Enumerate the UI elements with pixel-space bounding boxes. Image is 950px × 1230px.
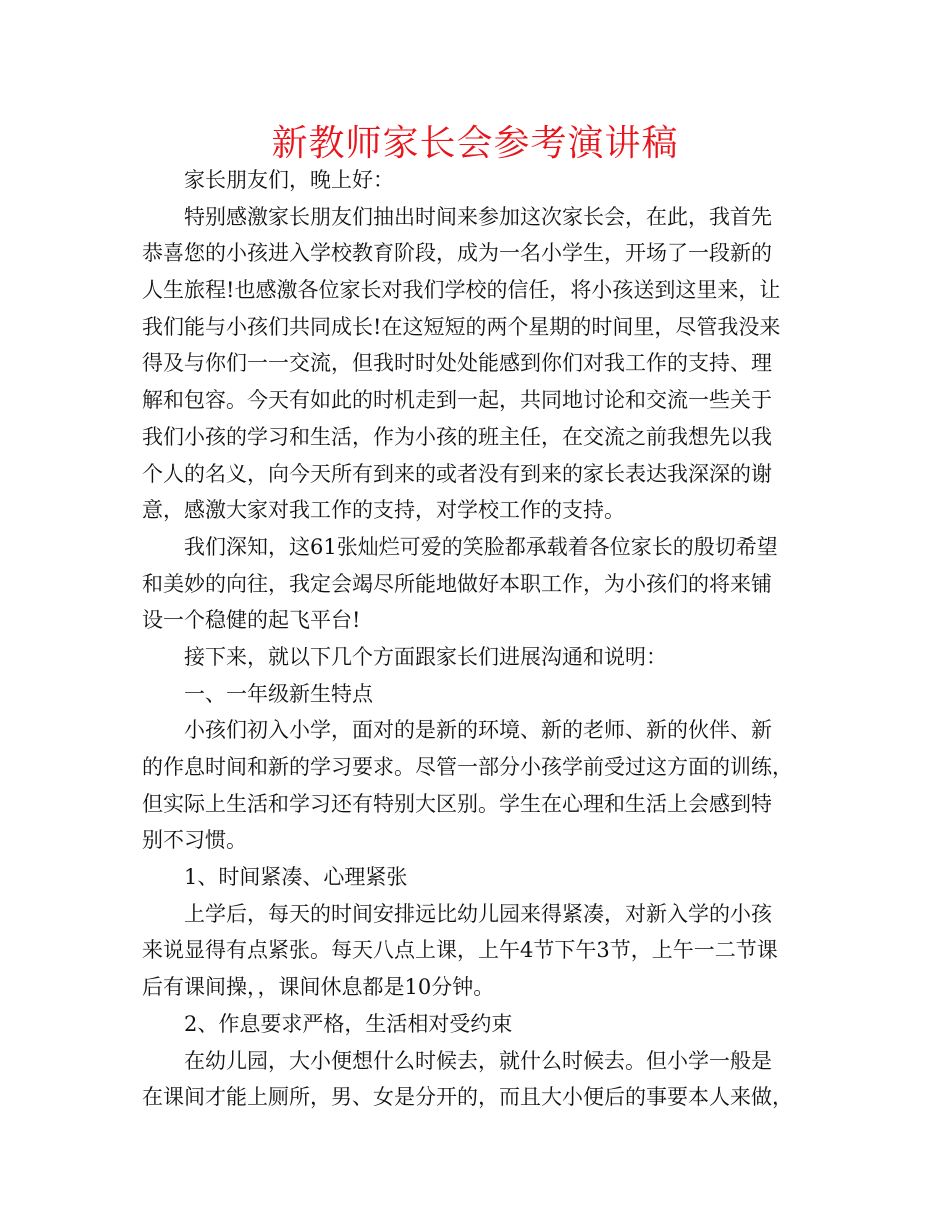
paragraph-line: 小孩们初入小学，面对的是新的环境、新的老师、新的伙伴、新 bbox=[184, 718, 772, 743]
section-heading: 一、一年级新生特点 bbox=[184, 681, 373, 706]
document-title: 新教师家长会参考演讲稿 bbox=[271, 123, 679, 164]
paragraph-line: 接下来，就以下几个方面跟家长们进展沟通和说明： bbox=[184, 644, 667, 669]
paragraph-line: 个人的名义，向今天所有到来的或者没有到来的家长表达我深深的谢 bbox=[142, 461, 772, 486]
paragraph-line: 和美妙的向往，我定会竭尽所能地做好本职工作，为小孩们的将来铺 bbox=[142, 571, 772, 596]
paragraph-line: 但实际上生活和学习还有特别大区别。学生在心理和生活上会感到特 bbox=[142, 791, 772, 816]
paragraph-line: 意，感激大家对我工作的支持，对学校工作的支持。 bbox=[142, 498, 625, 523]
paragraph-line: 设一个稳健的起飞平台! bbox=[142, 608, 361, 633]
paragraph-line: 恭喜您的小孩进入学校教育阶段，成为一名小学生，开场了一段新的 bbox=[142, 241, 772, 266]
paragraph-line: 我们能与小孩们共同成长!在这短短的两个星期的时间里，尽管我没来 bbox=[142, 314, 781, 339]
paragraph-line: 上学后，每天的时间安排远比幼儿园来得紧凑，对新入学的小孩 bbox=[184, 901, 772, 926]
paragraph-line: 解和包容。今天有如此的时机走到一起，共同地讨论和交流一些关于 bbox=[142, 388, 772, 413]
paragraph-line: 在课间才能上厕所，男、女是分开的，而且大小便后的事要本人来做， bbox=[142, 1085, 793, 1110]
subsection-heading: 1、时间紧凑、心理紧张 bbox=[184, 865, 408, 890]
paragraph-line: 别不习惯。 bbox=[142, 828, 247, 853]
subsection-heading: 2、作息要求严格，生活相对受约束 bbox=[184, 1011, 513, 1036]
paragraph-line: 后有课间操，，课间休息都是10分钟。 bbox=[142, 975, 495, 1000]
paragraph-line: 人生旅程!也感激各位家长对我们学校的信任，将小孩送到这里来，让 bbox=[142, 278, 781, 303]
paragraph-line: 得及与你们一一交流，但我时时处处能感到你们对我工作的支持、理 bbox=[142, 351, 772, 376]
paragraph-line: 在幼儿园，大小便想什么时候去，就什么时候去。但小学一般是 bbox=[184, 1048, 772, 1073]
paragraph-line: 我们小孩的学习和生活，作为小孩的班主任，在交流之前我想先以我 bbox=[142, 424, 772, 449]
paragraph-line: 特别感激家长朋友们抽出时间来参加这次家长会，在此，我首先 bbox=[184, 204, 772, 229]
paragraph-line: 的作息时间和新的学习要求。尽管一部分小孩学前受过这方面的训练， bbox=[142, 755, 793, 779]
paragraph-line: 来说显得有点紧张。每天八点上课，上午4节下午3节，上午一二节课 bbox=[142, 938, 778, 963]
document-body bbox=[142, 162, 822, 1116]
salutation-line: 家长朋友们，晚上好： bbox=[184, 168, 394, 192]
paragraph-line: 我们深知，这61张灿烂可爱的笑脸都承载着各位家长的殷切希望 bbox=[184, 534, 778, 559]
